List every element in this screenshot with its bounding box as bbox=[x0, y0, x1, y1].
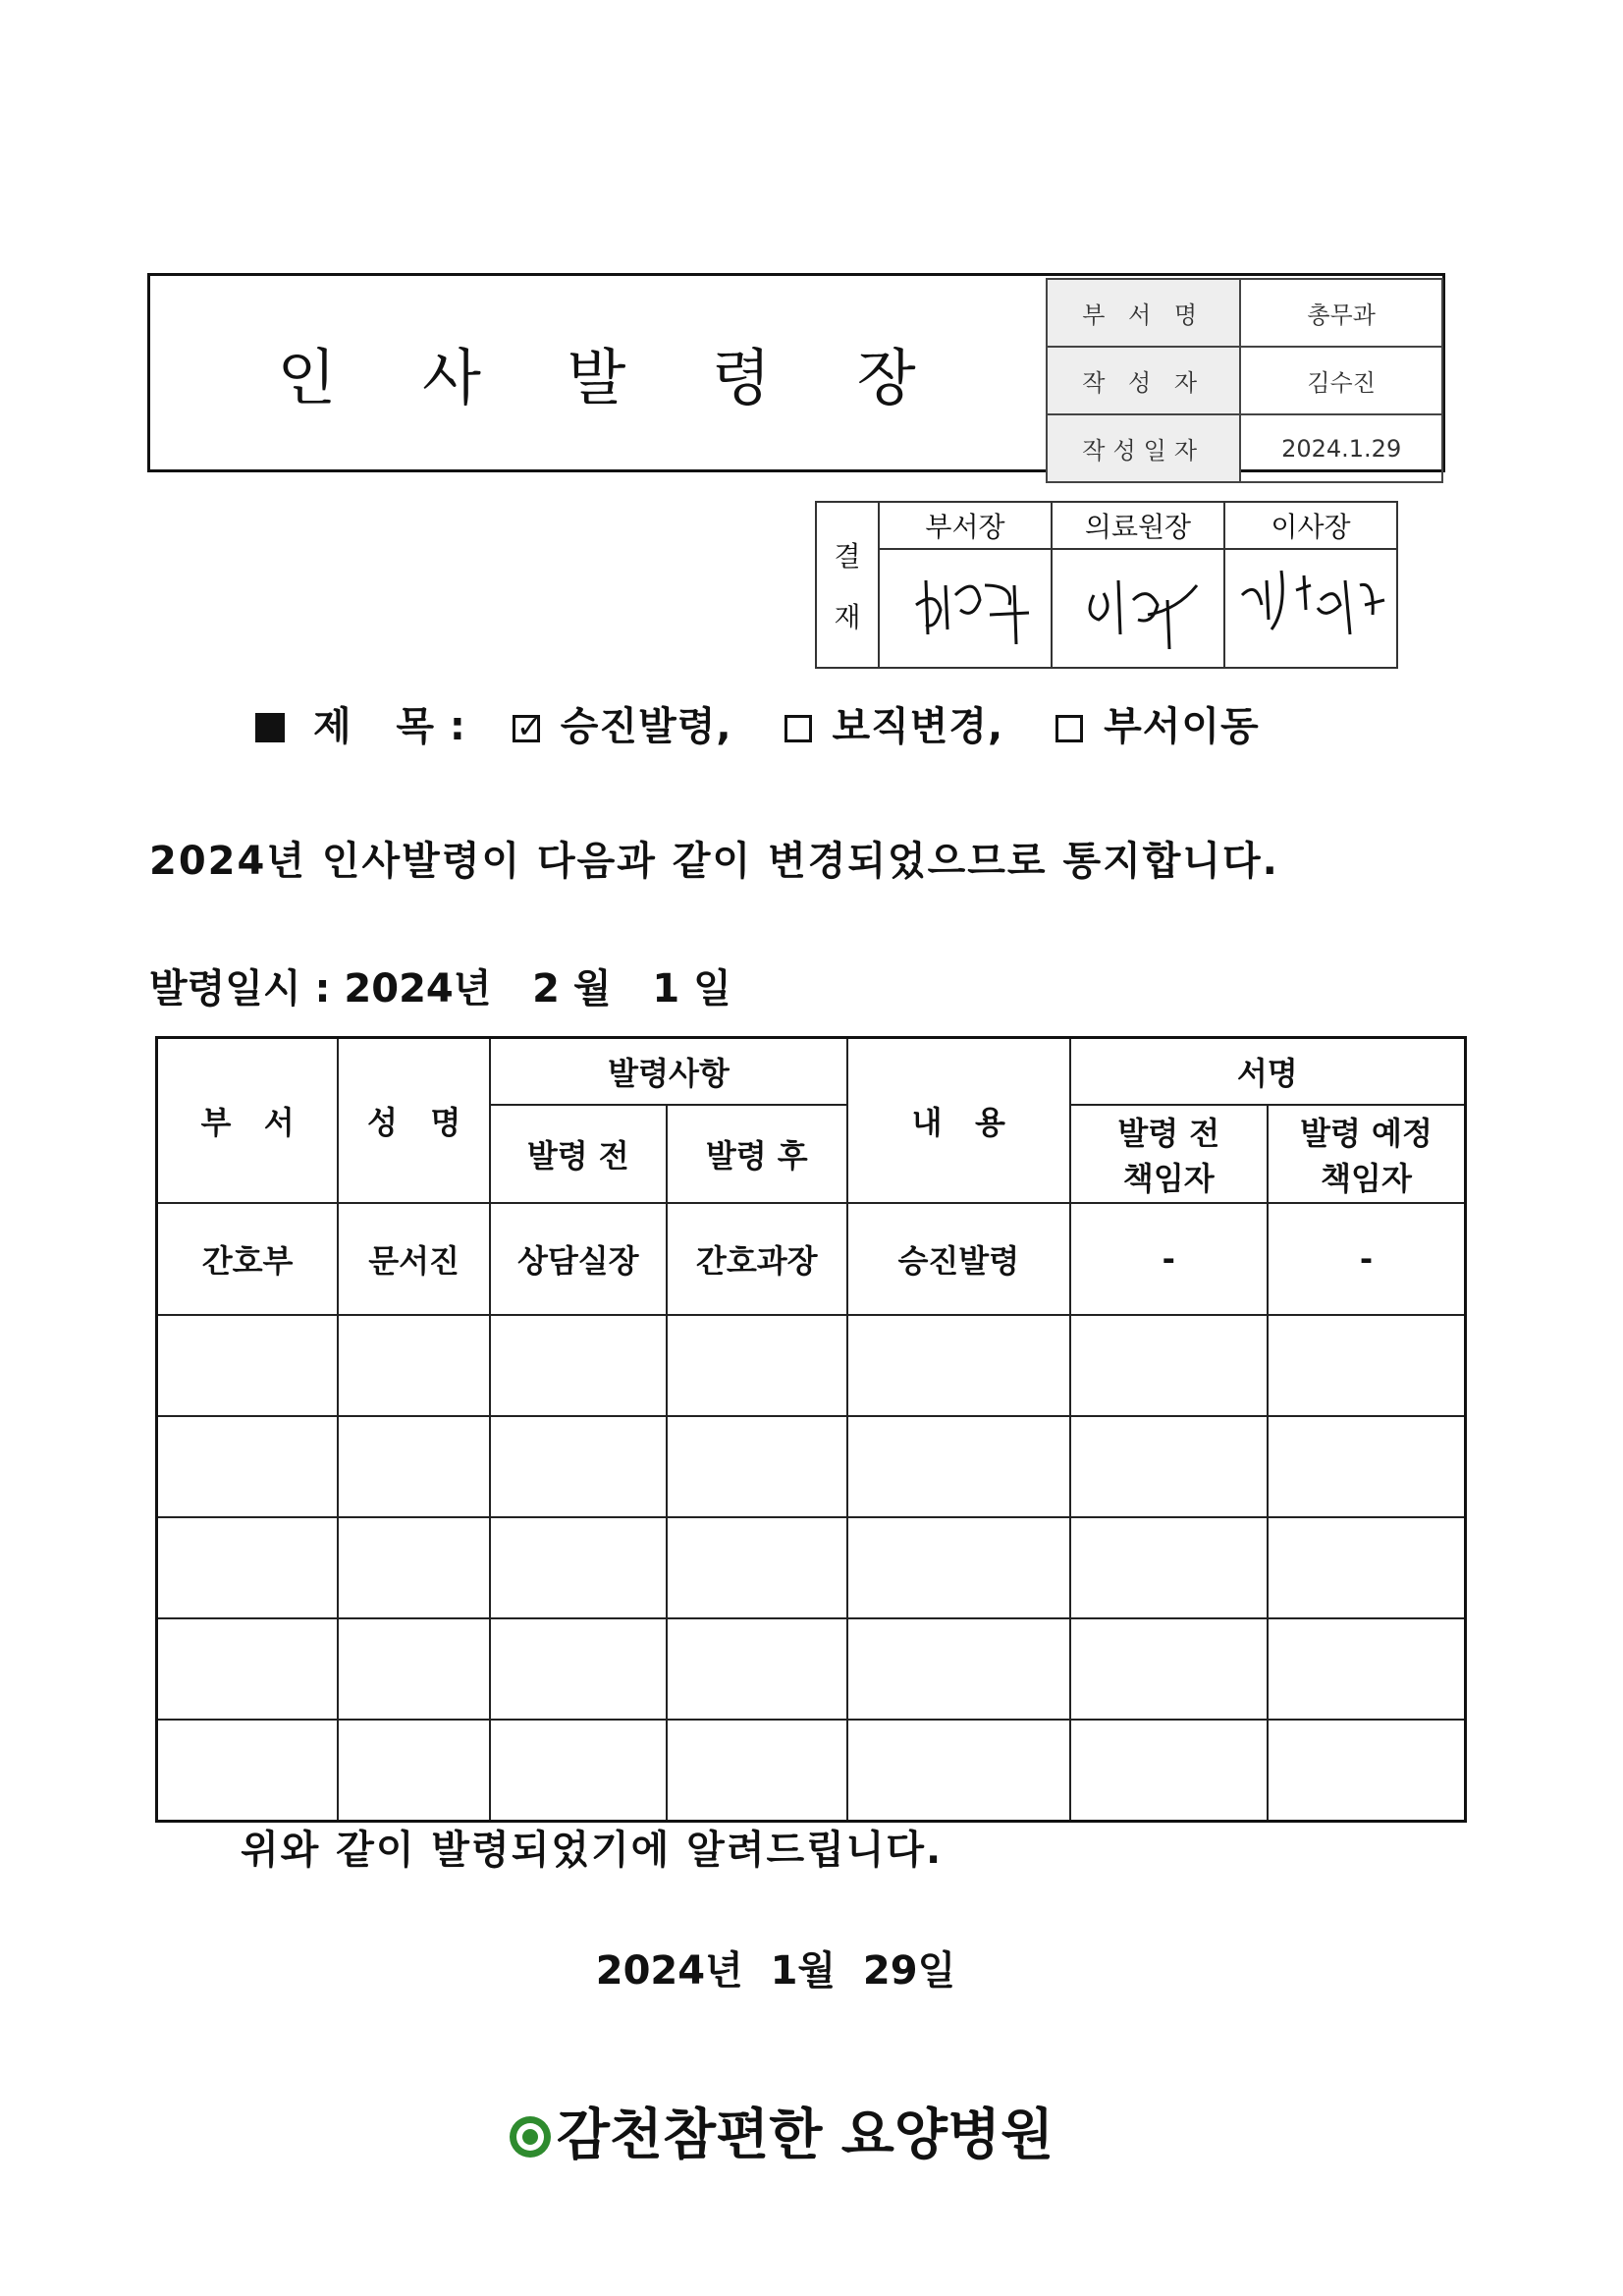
meta-value-author: 김수진 bbox=[1240, 347, 1442, 414]
subject-line bbox=[255, 695, 1260, 751]
closing-text: 위와 같이 발령되었기에 알려드립니다. bbox=[241, 1828, 944, 1873]
header-sign-before-line2: 책임자 bbox=[1122, 1159, 1215, 1197]
header-sign-after-line1: 발령 예정 bbox=[1300, 1114, 1433, 1152]
signature-medical-director bbox=[1052, 549, 1224, 668]
organization-name: 감천참편한 요양병원 bbox=[556, 2104, 1055, 2167]
meta-value-department: 총무과 bbox=[1240, 279, 1442, 347]
cell-before: 상담실장 bbox=[490, 1203, 667, 1315]
approval-role-medical-director: 의료원장 bbox=[1052, 502, 1224, 549]
header-sign-before bbox=[1070, 1105, 1268, 1203]
meta-label: 작성일자 bbox=[1047, 414, 1240, 482]
checkbox-promotion[interactable] bbox=[513, 715, 540, 742]
cell-sign-before: - bbox=[1070, 1203, 1268, 1315]
header-sign-after bbox=[1268, 1105, 1466, 1203]
document-meta-table bbox=[1046, 278, 1443, 483]
header-before: 발령 전 bbox=[490, 1105, 667, 1203]
table-row bbox=[157, 1203, 1466, 1315]
cell-name: 문서진 bbox=[338, 1203, 490, 1315]
cell-after: 간호과장 bbox=[667, 1203, 847, 1315]
subject-option-department-transfer: 부서이동 bbox=[1104, 704, 1260, 749]
meta-row-department bbox=[1047, 279, 1442, 347]
meta-value-date: 2024.1.29 bbox=[1240, 414, 1442, 482]
subject-option-position-change: 보직변경, bbox=[832, 704, 1004, 749]
header-order-details: 발령사항 bbox=[490, 1038, 847, 1105]
approval-role-chairman: 이사장 bbox=[1224, 502, 1397, 549]
notice-text: 2024년 인사발령이 다음과 같이 변경되었으므로 통지합니다. bbox=[149, 839, 1279, 884]
header-department: 부 서 bbox=[157, 1038, 339, 1203]
meta-row-author bbox=[1047, 347, 1442, 414]
approval-role-dept-head: 부서장 bbox=[879, 502, 1052, 549]
approval-side-top: 결 bbox=[834, 539, 861, 573]
closing-date: 2024년 1월 29일 bbox=[595, 1948, 956, 1994]
document-title: 인 사 발 령 장 bbox=[277, 342, 949, 413]
issue-date: 발령일시 : 2024년 2 월 1 일 bbox=[149, 966, 731, 1011]
signature-chairman bbox=[1224, 549, 1397, 668]
header-name: 성 명 bbox=[338, 1038, 490, 1203]
header-sign-before-line1: 발령 전 bbox=[1117, 1114, 1220, 1152]
signature-chairman-image bbox=[1227, 551, 1394, 659]
table-row-empty bbox=[157, 1416, 1466, 1517]
cell-sign-after: - bbox=[1268, 1203, 1466, 1315]
checkbox-department-transfer[interactable] bbox=[1055, 715, 1083, 742]
meta-row-date bbox=[1047, 414, 1442, 482]
subject-label: 제 목 : bbox=[312, 704, 466, 749]
hospital-logo-icon bbox=[508, 2114, 553, 2159]
meta-label: 작 성 자 bbox=[1047, 347, 1240, 414]
signature-dept-head-image bbox=[887, 556, 1044, 654]
header-content: 내 용 bbox=[847, 1038, 1070, 1203]
subject-option-promotion: 승진발령, bbox=[560, 704, 732, 749]
approval-side-bottom: 재 bbox=[834, 600, 861, 633]
table-row-empty bbox=[157, 1720, 1466, 1822]
personnel-order-table bbox=[155, 1036, 1467, 1823]
table-row-empty bbox=[157, 1517, 1466, 1618]
approval-box bbox=[815, 501, 1398, 669]
table-row-empty bbox=[157, 1618, 1466, 1720]
bullet-square-icon bbox=[255, 713, 285, 742]
header-sign-after-line2: 책임자 bbox=[1321, 1159, 1412, 1197]
table-row-empty bbox=[157, 1315, 1466, 1416]
signature-dept-head bbox=[879, 549, 1052, 668]
header-signature: 서명 bbox=[1070, 1038, 1466, 1105]
cell-department: 간호부 bbox=[157, 1203, 339, 1315]
checkbox-position-change[interactable] bbox=[784, 715, 812, 742]
organization-signature bbox=[0, 2092, 1561, 2170]
header-after: 발령 후 bbox=[667, 1105, 847, 1203]
approval-side-label bbox=[816, 502, 879, 668]
signature-medical-director-image bbox=[1059, 556, 1217, 654]
meta-label: 부 서 명 bbox=[1047, 279, 1240, 347]
cell-content: 승진발령 bbox=[847, 1203, 1070, 1315]
